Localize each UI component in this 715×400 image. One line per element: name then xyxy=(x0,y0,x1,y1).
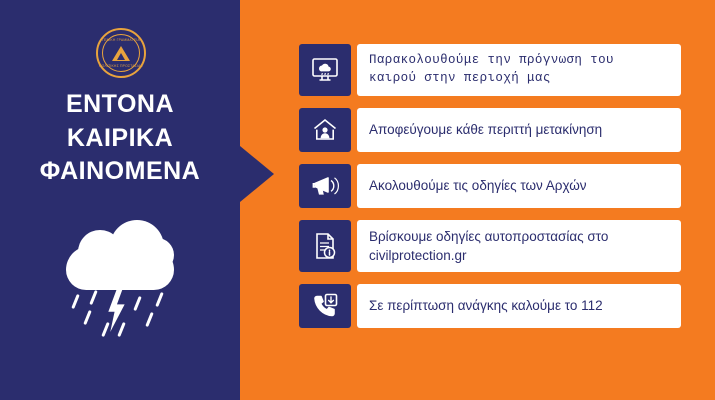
page-title-line-2: ΚΑΙΡΙΚΑ xyxy=(66,123,174,152)
message-text: Ακολουθούμε τις οδηγίες των Αρχών xyxy=(357,164,681,208)
message-text: Βρίσκουμε οδηγίες αυτοπροστασίας στο civilprotection.gr xyxy=(357,220,681,272)
raindrop xyxy=(145,312,153,327)
raindrop xyxy=(155,292,163,307)
raindrop xyxy=(133,296,141,311)
cloud-body xyxy=(66,246,174,290)
emblem-bottom-text: ΠΟΛΙΤΙΚΗΣ ΠΡΟΣΤΑΣΙΑΣ xyxy=(99,63,143,68)
raindrop xyxy=(101,322,109,337)
list-item xyxy=(299,164,681,208)
list-item xyxy=(299,44,681,96)
message-list xyxy=(299,44,681,340)
cloud-bump-right xyxy=(140,238,174,272)
stay-home-icon xyxy=(299,108,351,152)
emblem-top-text: ΓΕΝΙΚΗ ΓΡΑΜΜΑΤΕΙΑ xyxy=(102,38,140,42)
emergency-phone-icon xyxy=(299,284,351,328)
page-title-line-3: ΦΑΙΝΟΜΕΝΑ xyxy=(39,157,201,185)
megaphone-icon xyxy=(299,164,351,208)
message-text: Παρακολουθούμε την πρόγνωση του καιρού στην περιοχή μας xyxy=(357,44,681,96)
list-item xyxy=(299,220,681,272)
page-title xyxy=(0,88,240,189)
raindrop xyxy=(117,322,125,337)
page-title-line-1: ΕΝΤΟΝΑ xyxy=(65,90,175,118)
storm-cloud-lightning-rain-icon xyxy=(58,238,183,348)
raindrop xyxy=(89,290,97,305)
emblem-triangle-hole xyxy=(117,53,125,60)
weather-forecast-monitor-icon xyxy=(299,44,351,96)
panel-arrow xyxy=(240,146,274,202)
raindrop xyxy=(83,310,91,325)
list-item xyxy=(299,284,681,328)
list-item xyxy=(299,108,681,152)
message-text: Αποφεύγουμε κάθε περιττή μετακίνηση xyxy=(357,108,681,152)
document-info-icon xyxy=(299,220,351,272)
civil-protection-emblem-icon xyxy=(96,28,146,78)
message-text: Σε περίπτωση ανάγκης καλούμε το 112 xyxy=(357,284,681,328)
raindrop xyxy=(71,294,79,309)
